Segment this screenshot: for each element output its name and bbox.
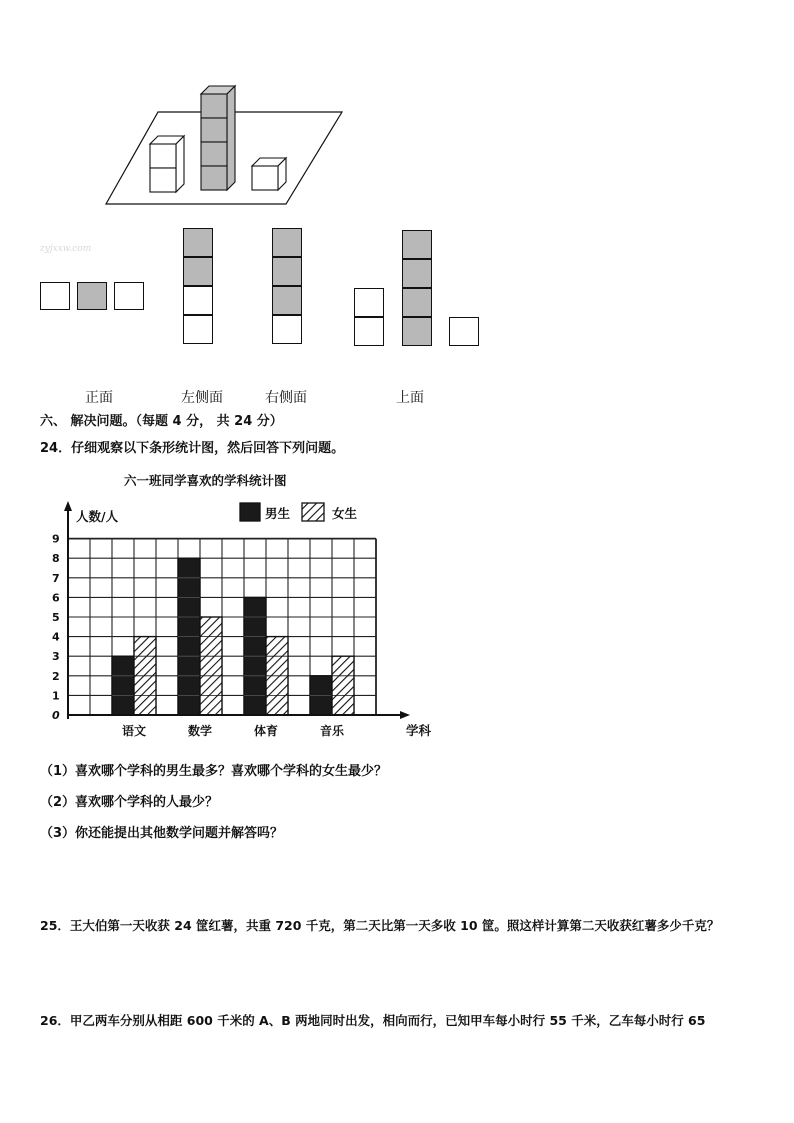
legend-label-girls: 女生	[332, 506, 358, 521]
bar-boys-0	[112, 656, 134, 715]
y-tick-label: 4	[52, 630, 60, 644]
y-tick-label: 7	[52, 571, 60, 585]
y-tick-label: 9	[52, 532, 60, 546]
legend-label-boys: 男生	[265, 506, 291, 521]
question-24-sub3: （3）你还能提出其他数学问题并解答吗？	[40, 826, 284, 841]
label-front: 正面	[85, 390, 113, 406]
y-axis-arrow	[64, 501, 72, 511]
legend-swatch-boys	[240, 503, 260, 521]
label-top: 上面	[396, 390, 424, 406]
y-tick-label: 3	[52, 650, 60, 664]
y-tick-label: 2	[52, 669, 60, 683]
question-24-sub2: （2）喜欢哪个学科的人最少？	[40, 795, 219, 810]
y-tick-label: 5	[52, 611, 60, 624]
x-tick-label-1: 数学	[187, 724, 213, 738]
y-tick-label: 0	[52, 709, 60, 722]
chart-y-label: 人数/人	[76, 509, 119, 524]
cube-stack-left	[150, 136, 184, 192]
label-left: 左侧面	[181, 390, 223, 406]
x-axis-arrow	[400, 711, 410, 719]
question-26-text: 26．甲乙两车分别从相距 600 千米的 A、B 两地同时出发，相向而行，已知甲车每小时行 55 千米，乙车每小时行 65	[40, 1013, 706, 1028]
y-tick-label: 8	[52, 552, 60, 566]
bar-girls-3	[332, 656, 354, 715]
y-tick-label: 6	[52, 591, 60, 605]
section-heading: 六、 解决问题。（每题 4 分， 共 24 分）	[40, 414, 283, 429]
cube-stack-middle	[201, 86, 235, 190]
label-right: 右侧面	[265, 390, 307, 406]
question-24-text: 24．仔细观察以下条形统计图，然后回答下列问题。	[40, 441, 345, 456]
question-25-text: 25．王大伯第一天收获 24 筐红薯，共重 720 千克，第二天比第一天多收 10 筐。照这样计算第二天收获红薯多少千克？	[40, 918, 720, 933]
cube-single-right	[252, 158, 286, 190]
question-24-sub1: （1）喜欢哪个学科的男生最多？喜欢哪个学科的女生最少？	[40, 764, 388, 779]
bar-girls-1	[200, 617, 222, 715]
watermark: zyjxxw.com	[40, 244, 92, 254]
y-tick-label: 1	[52, 689, 60, 703]
x-tick-label-0: 语文	[121, 724, 147, 738]
x-tick-label-2: 体育	[253, 724, 279, 738]
subject-bar-chart	[40, 465, 432, 745]
x-tick-label-3: 音乐	[319, 724, 345, 738]
legend-swatch-girls	[302, 503, 324, 521]
chart-title: 六一班同学喜欢的学科统计图	[124, 473, 287, 488]
cube-arrangement-figure	[100, 80, 350, 210]
chart-x-label: 学科	[406, 723, 432, 738]
